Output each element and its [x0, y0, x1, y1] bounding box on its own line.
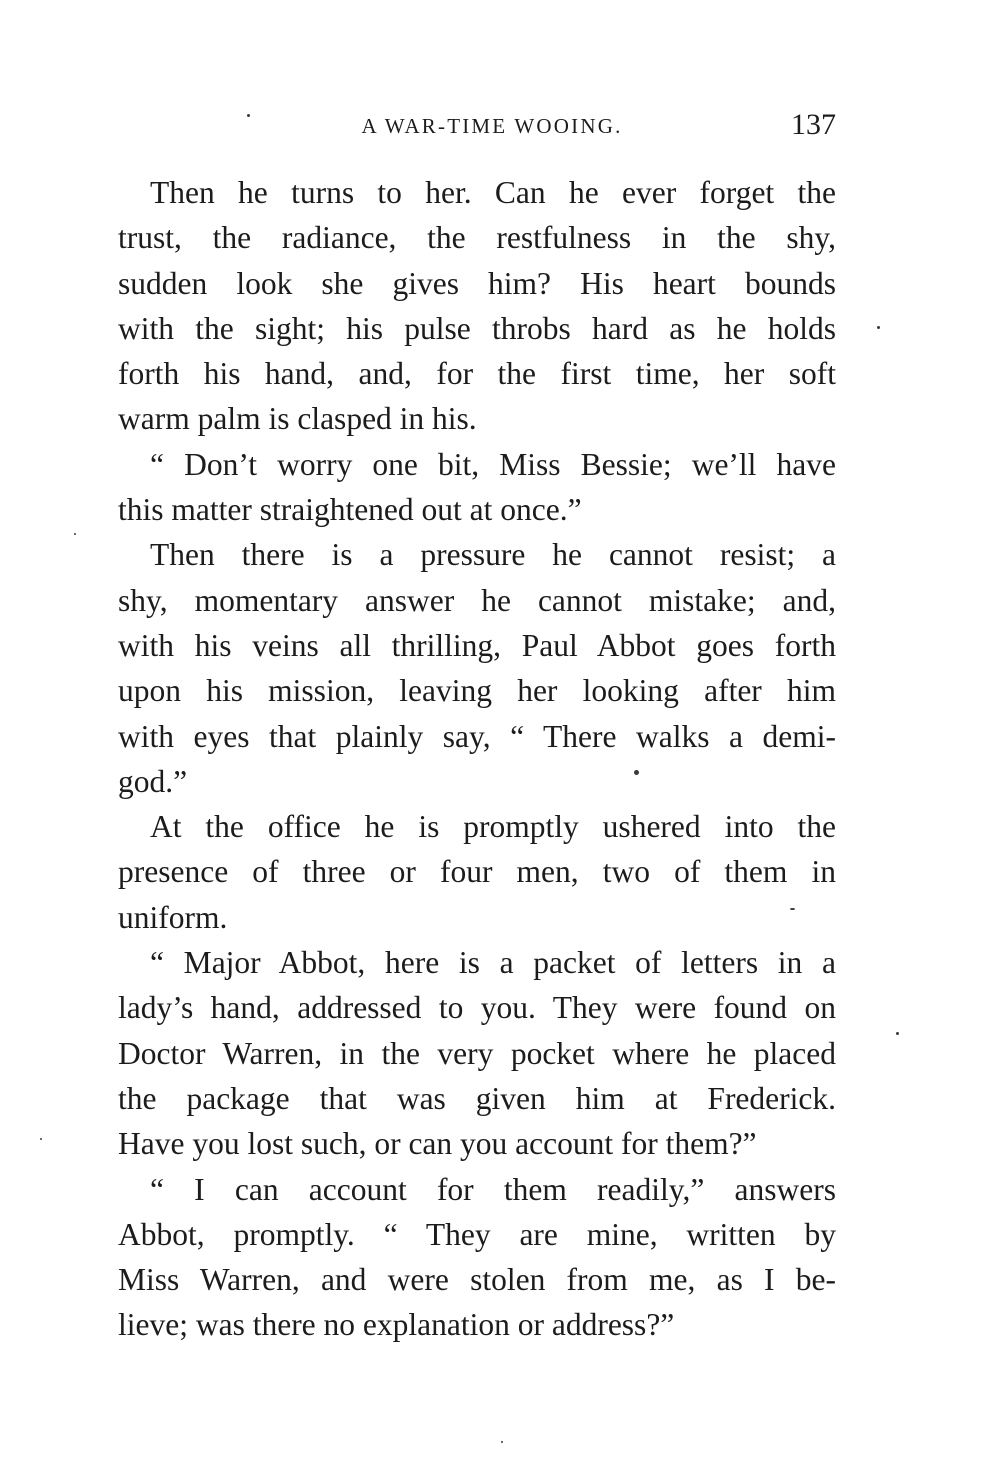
text-line: with eyes that plainly say, “ There walks a demi-	[118, 718, 836, 754]
text-line: “ Don’t worry one bit, Miss Bessie; we’ll have	[150, 446, 836, 482]
text-line: Have you lost such, or can you account for them?”	[118, 1126, 757, 1162]
scan-speck	[896, 1032, 899, 1035]
running-head: A WAR-TIME WOOING.	[361, 114, 623, 138]
text-line: warm palm is clasped in his.	[118, 401, 477, 437]
scan-speck	[40, 1138, 42, 1140]
text-line: Then he turns to her. Can he ever forget the	[150, 175, 836, 210]
page-number: 137	[791, 108, 836, 141]
text-line: Doctor Warren, in the very pocket where he placed	[118, 1035, 836, 1071]
text-line: god.”	[118, 763, 188, 799]
text-line: the package that was given him at Frederick.	[118, 1080, 836, 1116]
text-line: Miss Warren, and were stolen from me, as I be-	[118, 1262, 836, 1298]
text-line: forth his hand, and, for the first time, her soft	[118, 356, 836, 392]
text-line: Abbot, promptly. “ They are mine, written by	[118, 1216, 836, 1252]
body-text	[118, 170, 836, 1348]
text-line: shy, momentary answer he cannot mistake; and,	[118, 582, 836, 618]
text-line: At the office he is promptly ushered into the	[150, 809, 836, 845]
scan-speck	[790, 908, 795, 910]
scan-speck	[74, 533, 76, 535]
text-line: sudden look she gives him? His heart bounds	[118, 265, 836, 301]
text-line: “ I can account for them readily,” answers	[150, 1171, 836, 1207]
text-line: with his veins all thrilling, Paul Abbot goes forth	[118, 627, 836, 663]
text-line: “ Major Abbot, here is a packet of letters in a	[150, 945, 836, 981]
scan-speck	[877, 326, 880, 329]
text-line: lady’s hand, addressed to you. They were found on	[118, 990, 836, 1026]
scan-speck	[247, 114, 250, 117]
scan-speck	[634, 770, 639, 775]
scan-speck	[501, 1441, 503, 1443]
text-line: with the sight; his pulse throbs hard as he holds	[118, 310, 836, 346]
page-header	[118, 108, 836, 148]
text-line: uniform.	[118, 899, 228, 935]
text-line: trust, the radiance, the restfulness in the shy,	[118, 220, 836, 256]
text-line: lieve; was there no explanation or address?”	[118, 1307, 675, 1343]
text-line: presence of three or four men, two of them in	[118, 854, 836, 890]
text-line: Then there is a pressure he cannot resist; a	[150, 537, 836, 573]
text-line: upon his mission, leaving her looking after him	[118, 673, 836, 709]
text-line: this matter straightened out at once.”	[118, 492, 582, 528]
